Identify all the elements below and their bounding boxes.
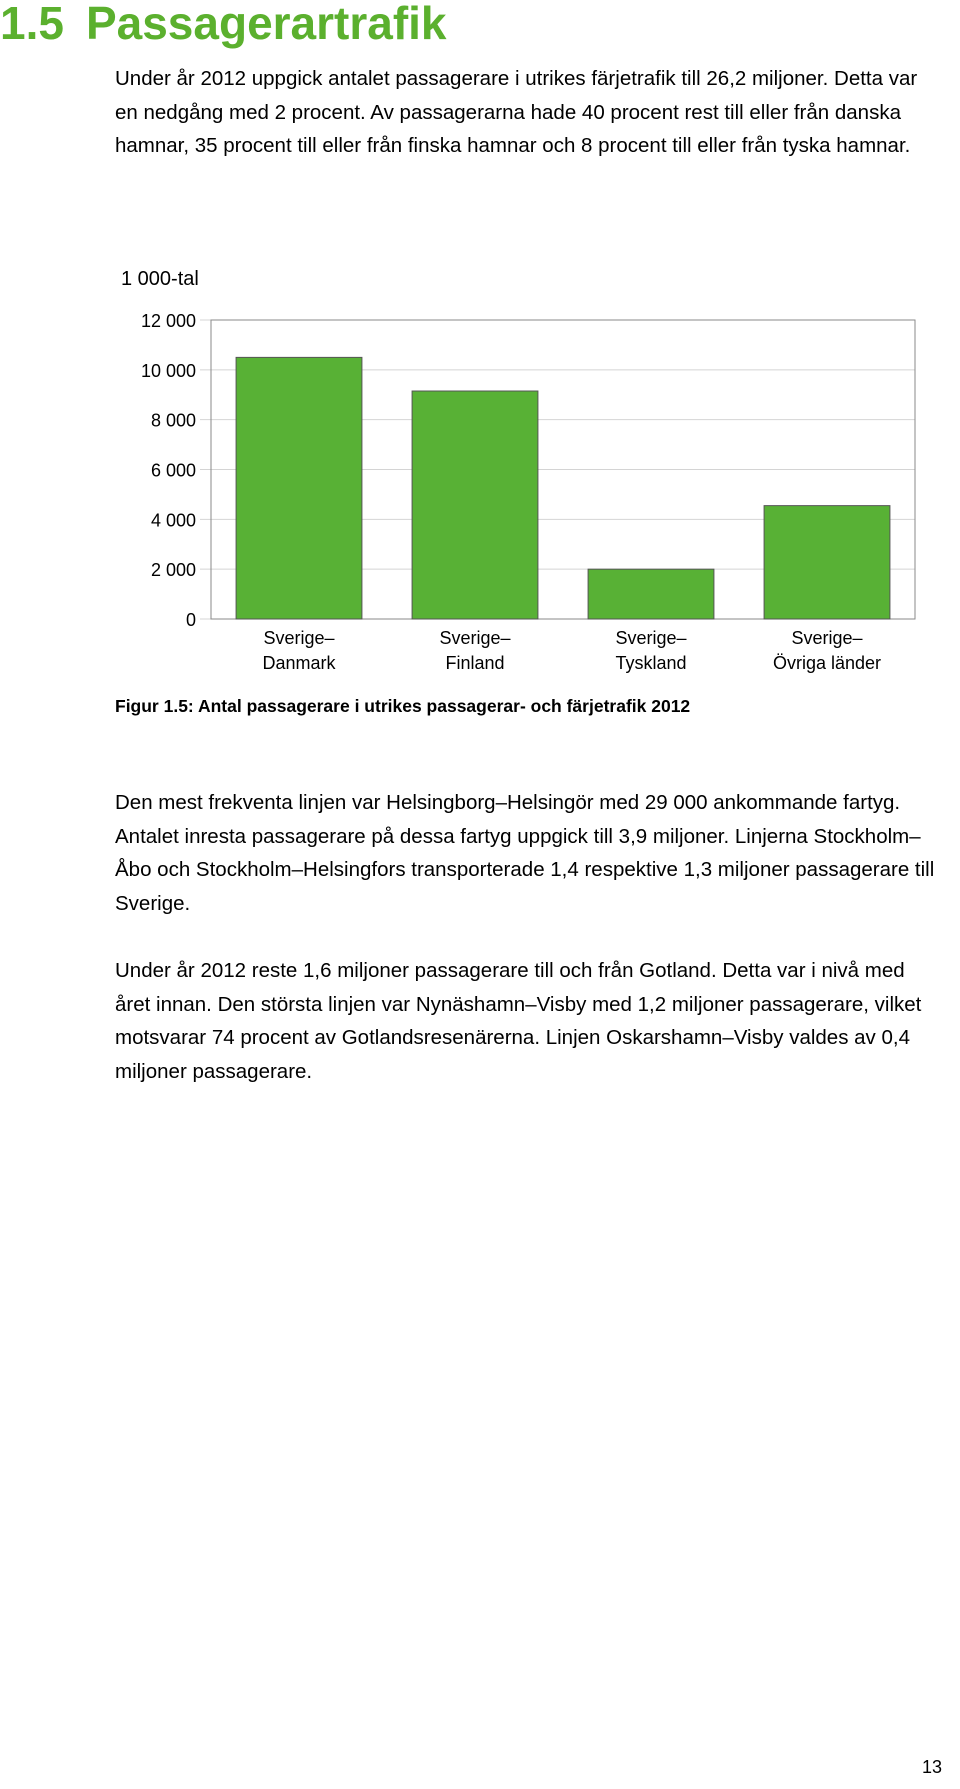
section-number: 1.5 [0, 0, 64, 49]
page-number: 13 [921, 1757, 942, 1777]
y-tick-label: 6 000 [150, 460, 196, 481]
intro-paragraph: Under år 2012 uppgick antalet passagerare i utrikes färjetrafik till 26,2 miljoner. Detta var en nedgång med 2 procent. Av passagerarna hade 40 procent rest till eller från danska hamnar, 35 procent till eller från finska hamnar och 8 procent till eller från tyska hamnar. [115, 67, 918, 157]
body-paragraph-gotland: Under år 2012 reste 1,6 miljoner passagerare till och från Gotland. Detta var i nivå med året innan. Den största linjen var Nynäshamn–Visby med 1,2 miljoner passagerare, vilket motsvarar 74 procent av Gotlandsresenärerna. Linjen Oskarshamn–Visby valdes av 0,4 miljoner passagerare. [115, 959, 922, 1083]
y-tick-label: 4 000 [150, 510, 196, 531]
bar [764, 506, 890, 619]
y-tick-label: 12 000 [140, 311, 196, 331]
x-tick-label: Övriga länder [772, 653, 882, 673]
chart-y-tick-labels [141, 311, 196, 630]
chart-x-labels [262, 628, 881, 673]
y-tick-label: 10 000 [140, 360, 196, 381]
y-tick-label: 8 000 [150, 410, 196, 431]
x-tick-label: Sverige– [439, 628, 511, 648]
x-tick-label: Sverige– [791, 628, 863, 648]
x-tick-label: Tyskland [615, 653, 687, 673]
figure-caption: Figur 1.5: Antal passagerare i utrikes passagerar- och färjetrafik 2012 [115, 696, 691, 716]
bar [236, 357, 362, 619]
y-tick-label: 0 [185, 610, 196, 630]
x-tick-label: Finland [445, 653, 505, 673]
bar [588, 569, 714, 619]
x-tick-label: Danmark [262, 653, 336, 673]
chart-bars [236, 357, 890, 619]
x-tick-label: Sverige– [263, 628, 335, 648]
passenger-bar-chart [0, 0, 960, 690]
body-paragraph-routes: Den mest frekventa linjen var Helsingborg–Helsingör med 29 000 ankommande fartyg. Antalet inresta passagerare på dessa fartyg uppgick till 3,9 miljoner. Linjerna Stockholm–Åbo och Stockholm–Helsingfors transporterade 1,4 respektive 1,3 miljoner passagerare till Sverige. [115, 791, 935, 915]
y-tick-label: 2 000 [150, 560, 196, 581]
bar [412, 391, 538, 619]
chart-unit-label: 1 000-tal [121, 268, 199, 290]
section-title: Passagerartrafik [85, 0, 447, 49]
x-tick-label: Sverige– [615, 628, 687, 648]
